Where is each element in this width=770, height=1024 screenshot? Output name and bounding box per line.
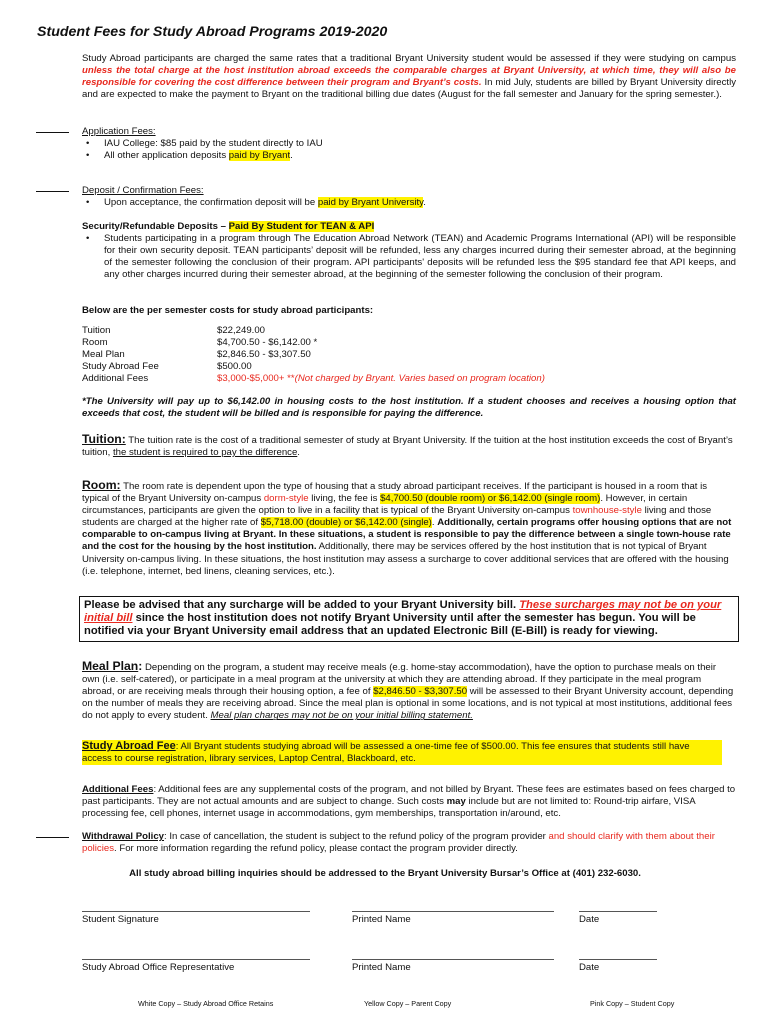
meal-plan-paragraph bbox=[82, 660, 736, 722]
printed-name-line[interactable] bbox=[352, 959, 554, 960]
room-red-text: townhouse-style bbox=[572, 505, 642, 517]
deposit-item-text: . bbox=[423, 197, 426, 209]
meal-plan-colon: : bbox=[138, 659, 143, 673]
deposit-list bbox=[82, 197, 736, 209]
table-row bbox=[82, 325, 545, 337]
signature-line[interactable] bbox=[82, 911, 310, 912]
list-item bbox=[82, 150, 736, 162]
printed-name-label: Printed Name bbox=[352, 914, 411, 925]
highlight-paid-by-student: Paid By Student for TEAN & API bbox=[228, 221, 375, 232]
additional-fees-heading: Additional Fees bbox=[82, 784, 154, 795]
footer-white-copy: White Copy – Study Abroad Office Retains bbox=[138, 999, 274, 1008]
tuition-text: The tuition rate is the cost of a traditional semester of study at Bryant University. If the tuition at the host institution exceeds the cost of Bryant’s tuition, bbox=[82, 435, 733, 459]
deposit-section bbox=[82, 185, 736, 209]
cost-value: $4,700.50 - $6,142.00 * bbox=[217, 337, 318, 348]
intro-text-1: Study Abroad participants are charged the same rates that a traditional Bryant University student would be assessed if they were studying on campus bbox=[82, 53, 736, 64]
meal-underlined-text: Meal plan charges may not be on your initial billing statement. bbox=[210, 710, 473, 722]
tuition-underlined: the student is required to pay the difference bbox=[112, 447, 298, 459]
cost-value: $500.00 bbox=[217, 361, 252, 372]
student-signature-label: Student Signature bbox=[82, 914, 159, 925]
costs-heading: Below are the per semester costs for study abroad participants: bbox=[82, 305, 374, 316]
office-rep-label: Study Abroad Office Representative bbox=[82, 962, 235, 973]
security-item-text: Students participating in a program through The Education Abroad Network (TEAN) and Academic Programs International (API) will be responsible for their own security deposit. TEAN participants’ deposit will be refunded, less any charges incurred during their semester abroad, at the beginning of the semester following the conclusion of their program. API participants' deposits will be refunded less the $95 standard fee that API keeps, and any other charges incurred during their semester abroad, at the beginning of the semester following the conclusion of their program. bbox=[104, 233, 736, 281]
withdrawal-text: : In case of cancellation, the student is subject to the refund policy of the program provider bbox=[164, 831, 549, 842]
list-item bbox=[82, 197, 736, 209]
date-label: Date bbox=[579, 914, 600, 925]
room-text: living and those students are charged at the higher rate of bbox=[82, 505, 712, 529]
table-row bbox=[82, 361, 545, 373]
meal-text: will be assessed to their Bryant University account, depending on the number of meals they are receiving abroad. Since the meal plan is optional in some locations, and is not typical at most institutions, additional fees do not apply to every student. bbox=[82, 686, 734, 722]
room-text: Additionally, there may be services offered by the host institution that is not typical of Bryant University on-campus living. In these situations, the host institution may assess a surcharge to cover additional services that are offered with the housing (i.e. telephone, internet, bed linens, cleaning services, etc.). bbox=[82, 541, 729, 577]
blank-line bbox=[36, 132, 69, 133]
housing-note: *The University will pay up to $6,142.00 in housing costs to the host institution. If a student chooses and receives a housing option that exceeds that cost, the student will be billed and is responsible for paying the difference. bbox=[82, 396, 736, 420]
application-fees-section bbox=[82, 126, 736, 162]
room-highlight: $4,700.50 (double room) or $6,142.00 (single room) bbox=[380, 493, 601, 505]
application-item-text: . bbox=[290, 150, 293, 162]
meal-text: Depending on the program, a student may receive meals (e.g. home-stay accommodation), have the option to purchase meals on their own (i.e. self-catered), or participate in a meal program at the university at which they are attending abroad. If they participate in the meal program abroad, or are receiving meals through their housing option, a fee of bbox=[82, 662, 717, 698]
blank-line bbox=[36, 837, 69, 838]
room-text: The room rate is dependent upon the type of housing that a study abroad participant receives. If the participant is housed in a room that is typical of the Bryant University on-campus bbox=[82, 481, 708, 505]
intro-paragraph bbox=[82, 53, 736, 101]
room-heading: Room: bbox=[82, 478, 121, 492]
cost-label: Study Abroad Fee bbox=[82, 361, 159, 372]
date-line[interactable] bbox=[579, 911, 657, 912]
table-row bbox=[82, 337, 545, 349]
deposit-item-text: Upon acceptance, the confirmation deposit will be bbox=[104, 197, 318, 209]
billing-inquiries: All study abroad billing inquiries should be addressed to the Bryant University Bursar’s Office at (401) 232-6030. bbox=[129, 868, 641, 879]
notice-text: since the host institution does not notify Bryant University until after the semester has begun. You will be notified via your Bryant University email address that an updated Electronic Bill (E-Bill) is ready for viewing. bbox=[84, 612, 696, 637]
deposit-heading: Deposit / Confirmation Fees: bbox=[82, 185, 204, 196]
room-paragraph bbox=[82, 479, 736, 578]
table-row bbox=[82, 373, 545, 385]
tuition-paragraph bbox=[82, 433, 736, 459]
room-text: living, the fee is bbox=[308, 493, 381, 505]
highlight-paid-by-bryant: paid by Bryant bbox=[228, 150, 291, 162]
footer-pink-copy: Pink Copy – Student Copy bbox=[590, 999, 675, 1008]
tuition-end: . bbox=[297, 447, 300, 459]
meal-highlight: $2,846.50 - $3,307.50 bbox=[373, 686, 468, 698]
cost-value bbox=[217, 373, 545, 385]
cost-label: Meal Plan bbox=[82, 349, 125, 360]
list-item bbox=[82, 138, 736, 150]
tuition-heading: Tuition: bbox=[82, 432, 126, 446]
withdrawal-red-text: and should clarify with them about their policies bbox=[82, 831, 715, 855]
intro-red-text: unless the total charge at the host institution abroad exceeds the comparable charges at Bryant University, at which time, they will also be responsible for covering the cost difference between their program and Bryant’s costs. bbox=[82, 65, 736, 89]
withdrawal-text: . For more information regarding the refund policy, please contact the program provider directly. bbox=[114, 843, 518, 855]
notice-text: Please be advised that any surcharge will be added to your Bryant University bill. bbox=[84, 599, 520, 611]
printed-name-line[interactable] bbox=[352, 911, 554, 912]
security-heading bbox=[82, 221, 736, 233]
withdrawal-heading: Withdrawal Policy bbox=[82, 831, 165, 842]
room-bold-text: Additionally, certain programs offer housing options that are not comparable to on-campus living at Bryant. In these situations, a student is responsible to pay the difference between a single town-house rate and the cost for the housing by the host institution. bbox=[82, 517, 732, 553]
intro-text-3: In mid July, students are billed by Bryant University directly and are expected to make the payment to Bryant on the traditional billing due dates (August for the fall semester and January for the spring semester.). bbox=[82, 77, 737, 101]
meal-plan-heading: Meal Plan bbox=[82, 659, 139, 673]
security-list bbox=[82, 233, 736, 281]
security-heading-text: Security/Refundable Deposits – bbox=[82, 221, 229, 232]
study-abroad-fee-paragraph bbox=[82, 740, 722, 765]
room-red-text: dorm-style bbox=[263, 493, 309, 505]
application-fees-list bbox=[82, 138, 736, 162]
application-item-text: All other application deposits bbox=[104, 150, 229, 162]
study-abroad-fee-text: : All Bryant students studying abroad will be assessed a one-time fee of $500.00. This fee ensures that students still have access to course registration, library services, Laptop Central, Blackboard, etc. bbox=[82, 741, 690, 765]
study-abroad-fee-heading: Study Abroad Fee bbox=[82, 740, 176, 752]
table-row bbox=[82, 349, 545, 361]
additional-fees-text: include but are not limited to: Round-trip airfare, VISA processing fee, cell phones, internet usage in accommodations, gym memberships, transportation in/around, etc. bbox=[82, 796, 696, 820]
additional-fees-text: : Additional fees are any supplemental costs of the program, and not billed by Bryant. These fees are estimates based on fees charged to past participants. They are not actual amounts and are subject to change. Such costs bbox=[82, 784, 736, 808]
costs-table bbox=[82, 325, 545, 385]
date-label: Date bbox=[579, 962, 600, 973]
cost-label: Room bbox=[82, 337, 108, 348]
cost-value: $2,846.50 - $3,307.50 bbox=[217, 349, 311, 360]
costs-table-body bbox=[82, 325, 545, 373]
application-item-text: IAU College: $85 paid by the student directly to IAU bbox=[104, 138, 323, 150]
date-line[interactable] bbox=[579, 959, 657, 960]
page-title: Student Fees for Study Abroad Programs 2019-2020 bbox=[37, 24, 388, 40]
additional-fees-note: (Not charged by Bryant. Varies based on program location) bbox=[294, 373, 545, 384]
additional-fees-may: may bbox=[446, 796, 466, 808]
room-text: . However, in certain circumstances, participants are given the option to live in a facility that is typical of the Bryant University on-campus bbox=[82, 493, 688, 517]
cost-label: Tuition bbox=[82, 325, 111, 336]
withdrawal-paragraph bbox=[82, 831, 736, 855]
cost-value: $22,249.00 bbox=[217, 325, 266, 336]
signature-line[interactable] bbox=[82, 959, 310, 960]
cost-label: Additional Fees bbox=[82, 373, 149, 384]
footer-yellow-copy: Yellow Copy – Parent Copy bbox=[364, 999, 452, 1008]
security-section bbox=[82, 221, 736, 281]
surcharge-notice-box bbox=[79, 596, 739, 642]
printed-name-label: Printed Name bbox=[352, 962, 411, 973]
room-text: . bbox=[431, 517, 438, 529]
application-fees-heading: Application Fees: bbox=[82, 126, 156, 137]
room-highlight: $5,718.00 (double) or $6,142.00 (single) bbox=[260, 517, 432, 529]
highlight-paid-by-bryant-university: paid by Bryant University bbox=[317, 197, 424, 209]
additional-fees-value: $3,000-$5,000+ ** bbox=[217, 373, 295, 384]
notice-red-text: These surcharges may not be on your initial bill bbox=[84, 599, 722, 624]
list-item bbox=[82, 233, 736, 281]
additional-fees-paragraph bbox=[82, 784, 736, 820]
blank-line bbox=[36, 191, 69, 192]
